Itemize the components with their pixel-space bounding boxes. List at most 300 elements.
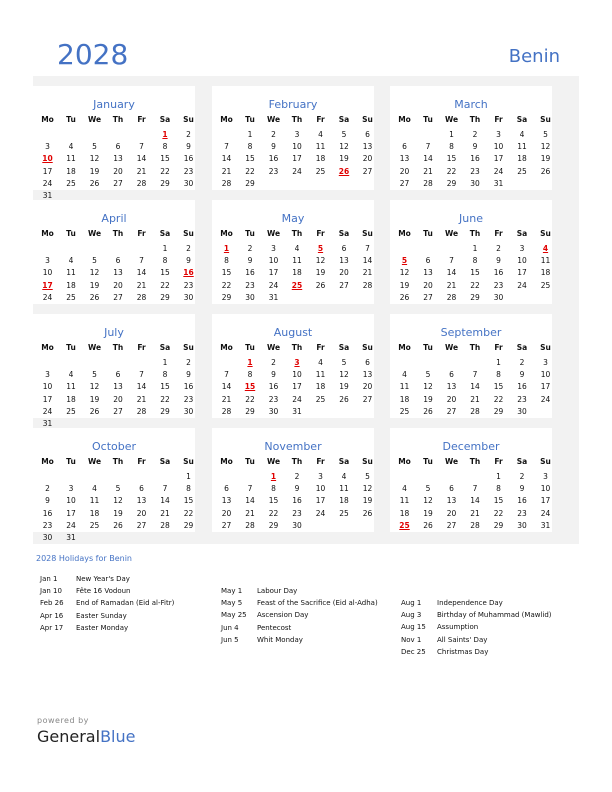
weekday-header: Sa <box>516 115 528 124</box>
calendar-day: 2 <box>186 130 191 139</box>
holiday-item <box>401 611 552 619</box>
calendar-day: 12 <box>89 382 100 392</box>
month-title: July <box>104 326 124 339</box>
month-title: October <box>91 440 137 453</box>
holiday-name: Assumption <box>437 623 479 632</box>
calendar-day: 27 <box>423 292 433 302</box>
weekday-header: Sa <box>159 343 171 352</box>
calendar-day: 10 <box>292 370 302 380</box>
calendar-day: 4 <box>519 130 525 139</box>
brand-blue: Blue <box>100 727 136 746</box>
calendar-day: 6 <box>115 256 121 266</box>
calendar-day: 12 <box>339 370 349 380</box>
holiday-item <box>401 599 503 607</box>
calendar-day: 14 <box>136 154 147 164</box>
weekday-header: Fr <box>137 457 146 466</box>
calendar-day: 15 <box>160 268 170 278</box>
calendar-day: 23 <box>183 166 194 176</box>
calendar-day: 15 <box>245 154 255 164</box>
calendar-day: 26 <box>362 508 373 518</box>
calendar-day: 23 <box>517 508 527 518</box>
month-august <box>212 314 374 418</box>
calendar-day: 5 <box>425 370 431 380</box>
calendar-day: 29 <box>446 178 457 188</box>
calendar-day: 22 <box>470 280 480 290</box>
calendar-day: 9 <box>186 142 191 152</box>
calendar-day: 9 <box>519 370 525 380</box>
calendar-day: 1 <box>449 130 454 139</box>
holiday-item <box>40 599 174 607</box>
calendar-day: 13 <box>339 256 349 266</box>
holiday-name: Independence Day <box>437 599 503 607</box>
calendar-day: 31 <box>540 520 551 530</box>
calendar-day: 22 <box>493 394 504 404</box>
calendar-day: 18 <box>399 508 410 518</box>
holiday-item <box>221 624 291 632</box>
calendar-day: 3 <box>68 484 74 494</box>
month-may <box>212 200 374 304</box>
calendar-day: 14 <box>136 268 147 278</box>
weekday-header: Su <box>540 457 551 466</box>
calendar-day: 8 <box>162 370 168 380</box>
calendar-day: 7 <box>449 256 454 266</box>
calendar-day: 30 <box>42 533 53 542</box>
calendar-day: 18 <box>315 382 326 392</box>
calendar-day: 26 <box>113 520 123 530</box>
calendar-day: 24 <box>268 280 279 290</box>
generalblue-logo[interactable] <box>37 727 135 746</box>
holiday-item <box>221 636 303 644</box>
calendar-day: 19 <box>540 154 551 164</box>
calendar-day: 6 <box>449 370 454 380</box>
calendar-day: 28 <box>221 406 232 416</box>
calendar-day: 18 <box>540 268 551 278</box>
calendar-day: 10 <box>540 484 551 494</box>
calendar-day: 17 <box>292 382 302 392</box>
calendar-day: 2 <box>271 130 276 139</box>
holiday-date: Feb 26 <box>40 599 64 608</box>
calendar-day: 19 <box>89 166 100 176</box>
country-title: Benin <box>508 46 560 67</box>
weekday-header: We <box>87 115 102 124</box>
calendar-day: 6 <box>449 484 454 494</box>
calendar-day: 30 <box>517 406 527 416</box>
holiday-item <box>40 587 131 595</box>
weekday-header: Mo <box>220 343 233 352</box>
calendar-day: 7 <box>247 484 253 494</box>
calendar-day: 12 <box>339 142 349 152</box>
calendar-day: 29 <box>221 292 232 302</box>
calendar-day: 19 <box>423 394 433 404</box>
holiday-name: New Year's Day <box>76 575 130 583</box>
weekday-header: We <box>266 229 281 238</box>
calendar-day: 8 <box>162 142 168 152</box>
calendar-day: 21 <box>470 508 480 518</box>
calendar-day: 22 <box>160 280 170 290</box>
calendar-day: 3 <box>271 244 276 253</box>
calendar-day: 8 <box>162 256 168 266</box>
calendar-day: 25 <box>315 394 326 404</box>
calendar-day: 1 <box>472 244 478 253</box>
holiday-name: Christmas Day <box>437 647 489 656</box>
calendar-day: 22 <box>160 166 170 176</box>
calendar-day: 19 <box>339 382 349 392</box>
month-title: February <box>268 98 318 111</box>
weekday-header: Tu <box>66 457 76 466</box>
calendar-day: 4 <box>68 256 74 266</box>
calendar-day: 3 <box>45 142 50 152</box>
calendar-day: 28 <box>136 292 147 302</box>
calendar-day: 24 <box>42 406 53 416</box>
weekday-header: Fr <box>316 457 325 466</box>
weekday-header: Sa <box>338 229 350 238</box>
calendar-day: 10 <box>517 256 527 266</box>
calendar-day: 8 <box>496 370 501 380</box>
calendar-day: 27 <box>362 166 373 176</box>
weekday-header: Su <box>183 343 194 352</box>
calendar-day: 13 <box>423 268 433 278</box>
calendar-day: 11 <box>315 370 326 380</box>
holiday-date: Jun 4 <box>221 623 239 632</box>
weekday-header: Su <box>183 457 194 466</box>
weekday-header: Su <box>362 115 373 124</box>
calendar-day: 29 <box>160 292 170 302</box>
calendar-day: 17 <box>292 154 302 164</box>
calendar-day: 30 <box>268 406 279 416</box>
calendar-day: 14 <box>245 496 255 506</box>
calendar-day: 11 <box>339 484 349 494</box>
holiday-date: Jan 10 <box>40 587 62 596</box>
holiday-date: Aug 15 <box>401 623 426 632</box>
calendar-day: 8 <box>472 256 478 266</box>
calendar-day: 18 <box>339 496 349 506</box>
calendar-day: 24 <box>42 178 53 188</box>
calendar-day: 5 <box>92 142 97 152</box>
month-title: November <box>264 440 322 453</box>
month-june <box>390 200 552 304</box>
weekday-header: Tu <box>245 115 255 124</box>
holiday-day: 1 <box>223 244 230 253</box>
weekday-header: Fr <box>494 343 503 352</box>
calendar-day: 23 <box>245 280 255 290</box>
calendar-day: 16 <box>268 154 279 164</box>
month-march <box>390 86 552 190</box>
weekday-header: Fr <box>494 457 503 466</box>
calendar-day: 4 <box>318 130 323 139</box>
weekday-header: Tu <box>245 343 255 352</box>
calendar-day: 20 <box>399 166 410 176</box>
weekday-header: Fr <box>316 343 325 352</box>
calendar-day: 17 <box>493 154 504 164</box>
holiday-day: 1 <box>162 130 168 139</box>
calendar-day: 7 <box>365 244 370 253</box>
calendar-day: 8 <box>247 370 253 380</box>
calendar-day: 17 <box>42 394 53 404</box>
calendar-day: 1 <box>186 472 191 481</box>
calendar-day: 9 <box>271 370 276 380</box>
calendar-day: 28 <box>446 292 457 302</box>
calendar-day: 20 <box>339 268 349 278</box>
weekday-header: Fr <box>316 229 325 238</box>
calendar-day: 26 <box>423 406 433 416</box>
calendar-day: 20 <box>423 280 433 290</box>
weekday-header: Sa <box>516 229 528 238</box>
weekday-header: Mo <box>41 229 54 238</box>
calendar-day: 9 <box>186 256 191 266</box>
calendar-day: 13 <box>446 382 457 392</box>
holiday-day: 1 <box>270 472 277 481</box>
calendar-day: 25 <box>89 520 100 530</box>
holiday-day: 16 <box>183 268 194 278</box>
weekday-header: Fr <box>494 229 503 238</box>
holiday-item <box>40 575 130 583</box>
weekday-header: Tu <box>66 229 76 238</box>
calendar-day: 23 <box>268 394 279 404</box>
calendar-day: 28 <box>470 406 480 416</box>
calendar-day: 22 <box>245 166 255 176</box>
month-title: September <box>440 326 502 339</box>
calendar-day: 10 <box>493 142 504 152</box>
weekday-header: Su <box>540 115 551 124</box>
month-october <box>33 428 195 542</box>
calendar-day: 14 <box>423 154 433 164</box>
calendar-day: 24 <box>540 508 551 518</box>
calendar-day: 22 <box>493 508 504 518</box>
holiday-day: 15 <box>244 382 256 392</box>
calendar-day: 10 <box>42 268 53 278</box>
calendar-day: 21 <box>423 166 433 176</box>
calendar-day: 26 <box>89 292 100 302</box>
calendar-day: 17 <box>268 268 279 278</box>
weekday-header: Mo <box>220 457 233 466</box>
calendar-day: 30 <box>493 292 504 302</box>
calendar-day: 17 <box>66 508 76 518</box>
holiday-item <box>221 587 297 595</box>
weekday-header: Fr <box>494 115 503 124</box>
calendar-day: 18 <box>89 508 100 518</box>
calendar-day: 10 <box>292 142 302 152</box>
weekday-header: Su <box>540 343 551 352</box>
weekday-header: Su <box>362 229 373 238</box>
calendar-day: 13 <box>362 142 373 152</box>
calendar-day: 19 <box>399 280 410 290</box>
holiday-date: Dec 25 <box>401 647 426 656</box>
calendar-day: 26 <box>399 292 410 302</box>
weekday-header: Th <box>469 229 481 238</box>
calendar-day: 7 <box>162 484 168 494</box>
calendar-day: 22 <box>183 508 194 518</box>
holiday-name: Pentecost <box>257 623 292 632</box>
calendar-day: 10 <box>315 484 326 494</box>
calendar-day: 10 <box>66 496 76 506</box>
calendar-day: 26 <box>540 166 551 176</box>
calendar-day: 16 <box>183 154 194 164</box>
calendar-day: 21 <box>470 394 480 404</box>
calendar-day: 14 <box>362 256 373 266</box>
holiday-date: Aug 3 <box>401 611 422 620</box>
calendar-day: 25 <box>540 280 551 290</box>
calendar-day: 26 <box>315 280 326 290</box>
weekday-header: Mo <box>398 457 411 466</box>
calendar-day: 5 <box>92 370 97 380</box>
holiday-name: Birthday of Muhammad (Mawlid) <box>437 611 552 620</box>
weekday-header: Sa <box>516 343 528 352</box>
calendar-day: 29 <box>493 406 504 416</box>
holiday-name: All Saints' Day <box>437 635 488 644</box>
calendar-day: 17 <box>315 496 326 506</box>
calendar-day: 9 <box>45 496 50 506</box>
calendar-day: 16 <box>517 382 527 392</box>
month-december <box>390 428 552 532</box>
weekday-header: Tu <box>423 115 433 124</box>
calendar-day: 27 <box>362 394 373 404</box>
calendar-day: 9 <box>247 256 253 266</box>
calendar-day: 4 <box>92 484 97 494</box>
month-november <box>212 428 374 532</box>
calendar-day: 1 <box>247 130 253 139</box>
calendar-day: 4 <box>402 370 407 380</box>
holiday-day: 5 <box>317 244 324 253</box>
calendar-day: 6 <box>425 256 431 266</box>
calendar-day: 28 <box>423 178 433 188</box>
holiday-date: Jan 1 <box>40 575 58 583</box>
month-february <box>212 86 374 190</box>
month-title: January <box>93 98 135 111</box>
calendar-day: 3 <box>543 358 548 367</box>
calendar-day: 15 <box>160 382 170 392</box>
calendar-day: 29 <box>160 178 170 188</box>
calendar-day: 14 <box>136 382 147 392</box>
calendar-day: 29 <box>183 520 194 530</box>
calendar-day: 4 <box>402 484 407 494</box>
calendar-day: 15 <box>493 382 504 392</box>
calendar-day: 24 <box>42 292 53 302</box>
weekday-header: Th <box>469 457 481 466</box>
calendar-day: 12 <box>423 496 433 506</box>
weekday-header: Sa <box>159 229 171 238</box>
calendar-day: 24 <box>66 520 76 530</box>
calendar-day: 28 <box>160 520 170 530</box>
calendar-day: 27 <box>339 280 349 290</box>
calendar-day: 19 <box>362 496 373 506</box>
weekday-header: We <box>266 343 281 352</box>
holiday-date: Jun 5 <box>221 635 239 644</box>
calendar-day: 9 <box>186 370 191 380</box>
calendar-day: 18 <box>517 154 527 164</box>
calendar-day: 13 <box>113 268 123 278</box>
calendar-day: 16 <box>493 268 504 278</box>
calendar-day: 18 <box>66 280 76 290</box>
weekday-header: Th <box>291 229 303 238</box>
calendar-day: 29 <box>245 406 255 416</box>
calendar-day: 12 <box>89 268 100 278</box>
weekday-header: Mo <box>398 115 411 124</box>
calendar-day: 31 <box>268 292 279 302</box>
calendar-day: 12 <box>399 268 410 278</box>
calendar-day: 2 <box>519 472 525 481</box>
calendar-day: 13 <box>221 496 232 506</box>
holiday-name: Fête 16 Vodoun <box>76 587 131 596</box>
calendar-day: 27 <box>221 520 232 530</box>
calendar-day: 16 <box>470 154 480 164</box>
calendar-day: 20 <box>136 508 147 518</box>
calendar-day: 15 <box>446 154 457 164</box>
calendar-day: 5 <box>425 484 431 494</box>
holidays-title: 2028 Holidays for Benin <box>36 554 132 563</box>
calendar-day: 22 <box>268 508 279 518</box>
calendar-day: 6 <box>139 484 144 494</box>
month-title: March <box>454 98 488 111</box>
calendar-day: 12 <box>362 484 373 494</box>
calendar-day: 6 <box>115 142 121 152</box>
calendar-day: 19 <box>315 268 326 278</box>
holiday-date: Apr 17 <box>40 623 64 632</box>
calendar-day: 20 <box>362 382 373 392</box>
calendar-day: 19 <box>423 508 433 518</box>
holiday-item <box>221 599 378 607</box>
calendar-day: 28 <box>245 520 255 530</box>
weekday-header: Su <box>183 115 194 124</box>
calendar-day: 27 <box>399 178 410 188</box>
holiday-name: Labour Day <box>257 587 298 595</box>
calendar-day: 11 <box>315 142 326 152</box>
calendar-day: 8 <box>449 142 454 152</box>
weekday-header: Tu <box>66 343 76 352</box>
calendar-day: 3 <box>45 256 50 266</box>
calendar-day: 30 <box>292 520 302 530</box>
calendar-day: 21 <box>446 280 457 290</box>
calendar-day: 12 <box>89 154 100 164</box>
calendar-day: 9 <box>271 142 276 152</box>
weekday-header: Tu <box>66 115 76 124</box>
calendar-day: 13 <box>113 154 123 164</box>
calendar-day: 3 <box>519 244 525 253</box>
calendar-day: 20 <box>113 166 123 176</box>
calendar-day: 31 <box>42 191 53 200</box>
calendar-day: 18 <box>66 166 76 176</box>
calendar-day: 25 <box>517 166 527 176</box>
calendar-day: 13 <box>399 154 410 164</box>
calendar-day: 13 <box>446 496 457 506</box>
calendar-day: 2 <box>496 244 501 253</box>
calendar-day: 27 <box>113 178 123 188</box>
weekday-header: We <box>444 457 459 466</box>
month-title: June <box>459 212 483 225</box>
calendar-day: 3 <box>543 472 548 481</box>
calendar-day: 26 <box>423 520 433 530</box>
weekday-header: Mo <box>41 457 54 466</box>
weekday-header: We <box>87 343 102 352</box>
calendar-day: 27 <box>446 406 457 416</box>
weekday-header: Th <box>112 457 124 466</box>
calendar-day: 25 <box>315 166 326 176</box>
brand-general: General <box>37 727 101 746</box>
holiday-day: 26 <box>338 166 350 176</box>
calendar-day: 28 <box>136 178 147 188</box>
calendar-day: 6 <box>365 130 370 139</box>
calendar-day: 23 <box>183 394 194 404</box>
calendar-day: 30 <box>183 178 194 188</box>
calendar-day: 10 <box>42 382 53 392</box>
calendar-day: 23 <box>292 508 302 518</box>
weekday-header: Th <box>469 115 481 124</box>
holiday-day: 17 <box>42 280 53 290</box>
calendar-day: 5 <box>341 358 347 367</box>
calendar-day: 11 <box>66 154 76 164</box>
calendar-day: 29 <box>493 520 504 530</box>
calendar-day: 20 <box>362 154 373 164</box>
weekday-header: Sa <box>338 457 350 466</box>
